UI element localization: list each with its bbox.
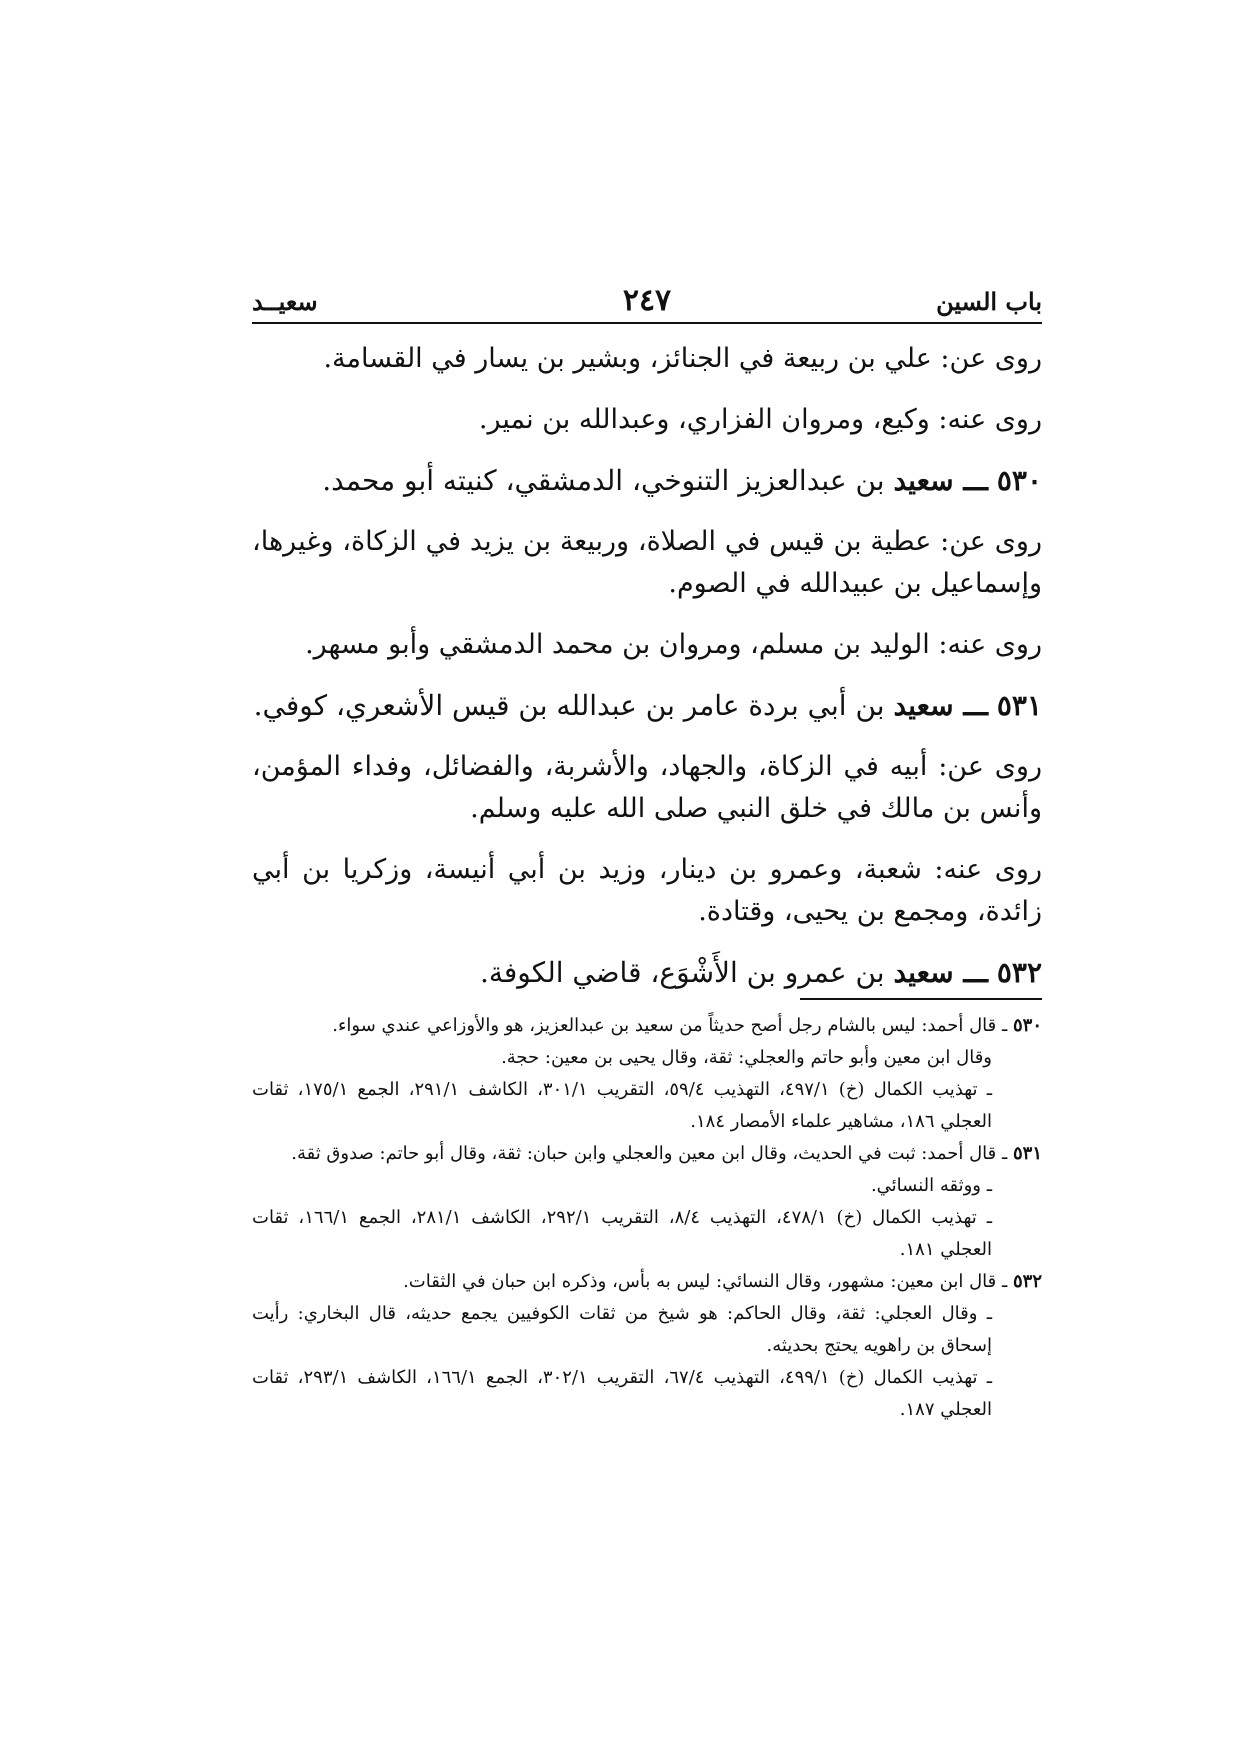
entry-name: سعيد	[893, 464, 954, 497]
entry-paragraph: روى عنه: شعبة، وعمرو بن دينار، وزيد بن أبي أنيسة، وزكريا بن أبي زائدة، ومجمع بن يحيى، وقتادة.	[252, 854, 1042, 927]
entry-heading-531	[252, 685, 1042, 727]
footnote-text: قال أحمد: ليس بالشام رجل أصح حديثاً من سعيد بن عبدالعزيز، هو والأوزاعي عندي سواء.	[332, 1015, 997, 1036]
entry-paragraph: روى عن: أبيه في الزكاة، والجهاد، والأشربة، والفضائل، وفداء المؤمن، وأنس بن مالك في خلق النبي صلى الله عليه وسلم.	[252, 751, 1042, 824]
footnote-531	[252, 1138, 1042, 1170]
footnote-line: وقال ابن معين وأبو حاتم والعجلي: ثقة، وقال يحيى بن معين: حجة.	[501, 1047, 992, 1068]
entry-rest: بن عبدالعزيز التنوخي، الدمشقي، كنيته أبو محمد.	[322, 464, 885, 497]
entry-heading-532	[252, 952, 1042, 994]
footnote-line: ـ وقال العجلي: ثقة، وقال الحاكم: هو شيخ من ثقات الكوفيين يجمع حديثه، قال البخاري: رأيت إسحاق بن راهويه يحتج بحديثه.	[252, 1303, 992, 1356]
footnote-530	[252, 1010, 1042, 1042]
footnote-rule	[800, 998, 1042, 1000]
entry-paragraph: روى عن: عطية بن قيس في الصلاة، وربيعة بن يزيد في الزكاة، وغيرها، وإسماعيل بن عبيدالله في الصوم.	[252, 526, 1042, 599]
footnote-text: قال ابن معين: مشهور، وقال النسائي: ليس به بأس، وذكره ابن حبان في الثقات.	[403, 1271, 997, 1292]
body-paragraph: روى عن: علي بن ربيعة في الجنائز، وبشير بن يسار في القسامة.	[323, 343, 1042, 374]
entry-dash: ـــ	[953, 689, 988, 722]
entry-heading-530	[252, 460, 1042, 502]
footnote-line: ـ تهذيب الكمال (خ) ٤٩٧/١، التهذيب ٥٩/٤، التقريب ٣٠١/١، الكاشف ٢٩١/١، الجمع ١٧٥/١، ثقات العجلي ١٨٦، مشاهير علماء الأمصار ١٨٤.	[252, 1079, 992, 1132]
footnote-text: قال أحمد: ثبت في الحديث، وقال ابن معين والعجلي وابن حبان: ثقة، وقال أبو حاتم: صدوق ثقة.	[291, 1143, 997, 1164]
footnote-dash: ـ	[996, 1271, 1008, 1292]
footnote-number: ٥٣٠	[1012, 1015, 1042, 1036]
footnote-dash: ـ	[996, 1015, 1008, 1036]
page-header	[252, 283, 1042, 323]
footnote-number: ٥٣١	[1012, 1143, 1042, 1164]
entry-rest: بن عمرو بن الأَشْوَع، قاضي الكوفة.	[480, 956, 885, 989]
footnote-line: ـ تهذيب الكمال (خ) ٤٧٨/١، التهذيب ٨/٤، التقريب ٢٩٢/١، الكاشف ٢٨١/١، الجمع ١٦٦/١، ثقات العجلي ١٨١.	[252, 1207, 992, 1260]
footnote-532	[252, 1266, 1042, 1298]
footnotes	[252, 1010, 1042, 1426]
main-text	[252, 338, 1042, 1013]
body-paragraph: روى عنه: وكيع، ومروان الفزاري، وعبدالله بن نمير.	[478, 404, 1042, 435]
entry-number: ٥٣٢	[996, 956, 1042, 989]
entry-name: سعيد	[893, 956, 954, 989]
entry-dash: ـــ	[953, 464, 988, 497]
running-head-name: سعيــد	[252, 287, 318, 316]
footnote-line: ـ ووثقه النسائي.	[870, 1175, 992, 1196]
entry-rest: بن أبي بردة عامر بن عبدالله بن قيس الأشعري، كوفي.	[253, 689, 885, 722]
entry-number: ٥٣٠	[996, 464, 1042, 497]
header-rule	[252, 322, 1042, 324]
footnote-dash: ـ	[996, 1143, 1008, 1164]
entry-paragraph: روى عنه: الوليد بن مسلم، ومروان بن محمد الدمشقي وأبو مسهر.	[305, 629, 1042, 660]
page-number: ٢٤٧	[622, 283, 672, 318]
chapter-title: باب السين	[936, 287, 1042, 316]
footnote-line: ـ تهذيب الكمال (خ) ٤٩٩/١، التهذيب ٦٧/٤، التقريب ٣٠٢/١، الجمع ١٦٦/١، الكاشف ٢٩٣/١، ثقات العجلي ١٨٧.	[252, 1367, 992, 1420]
footnote-number: ٥٣٢	[1012, 1271, 1042, 1292]
entry-name: سعيد	[893, 689, 954, 722]
entry-number: ٥٣١	[996, 689, 1042, 722]
entry-dash: ـــ	[953, 956, 988, 989]
